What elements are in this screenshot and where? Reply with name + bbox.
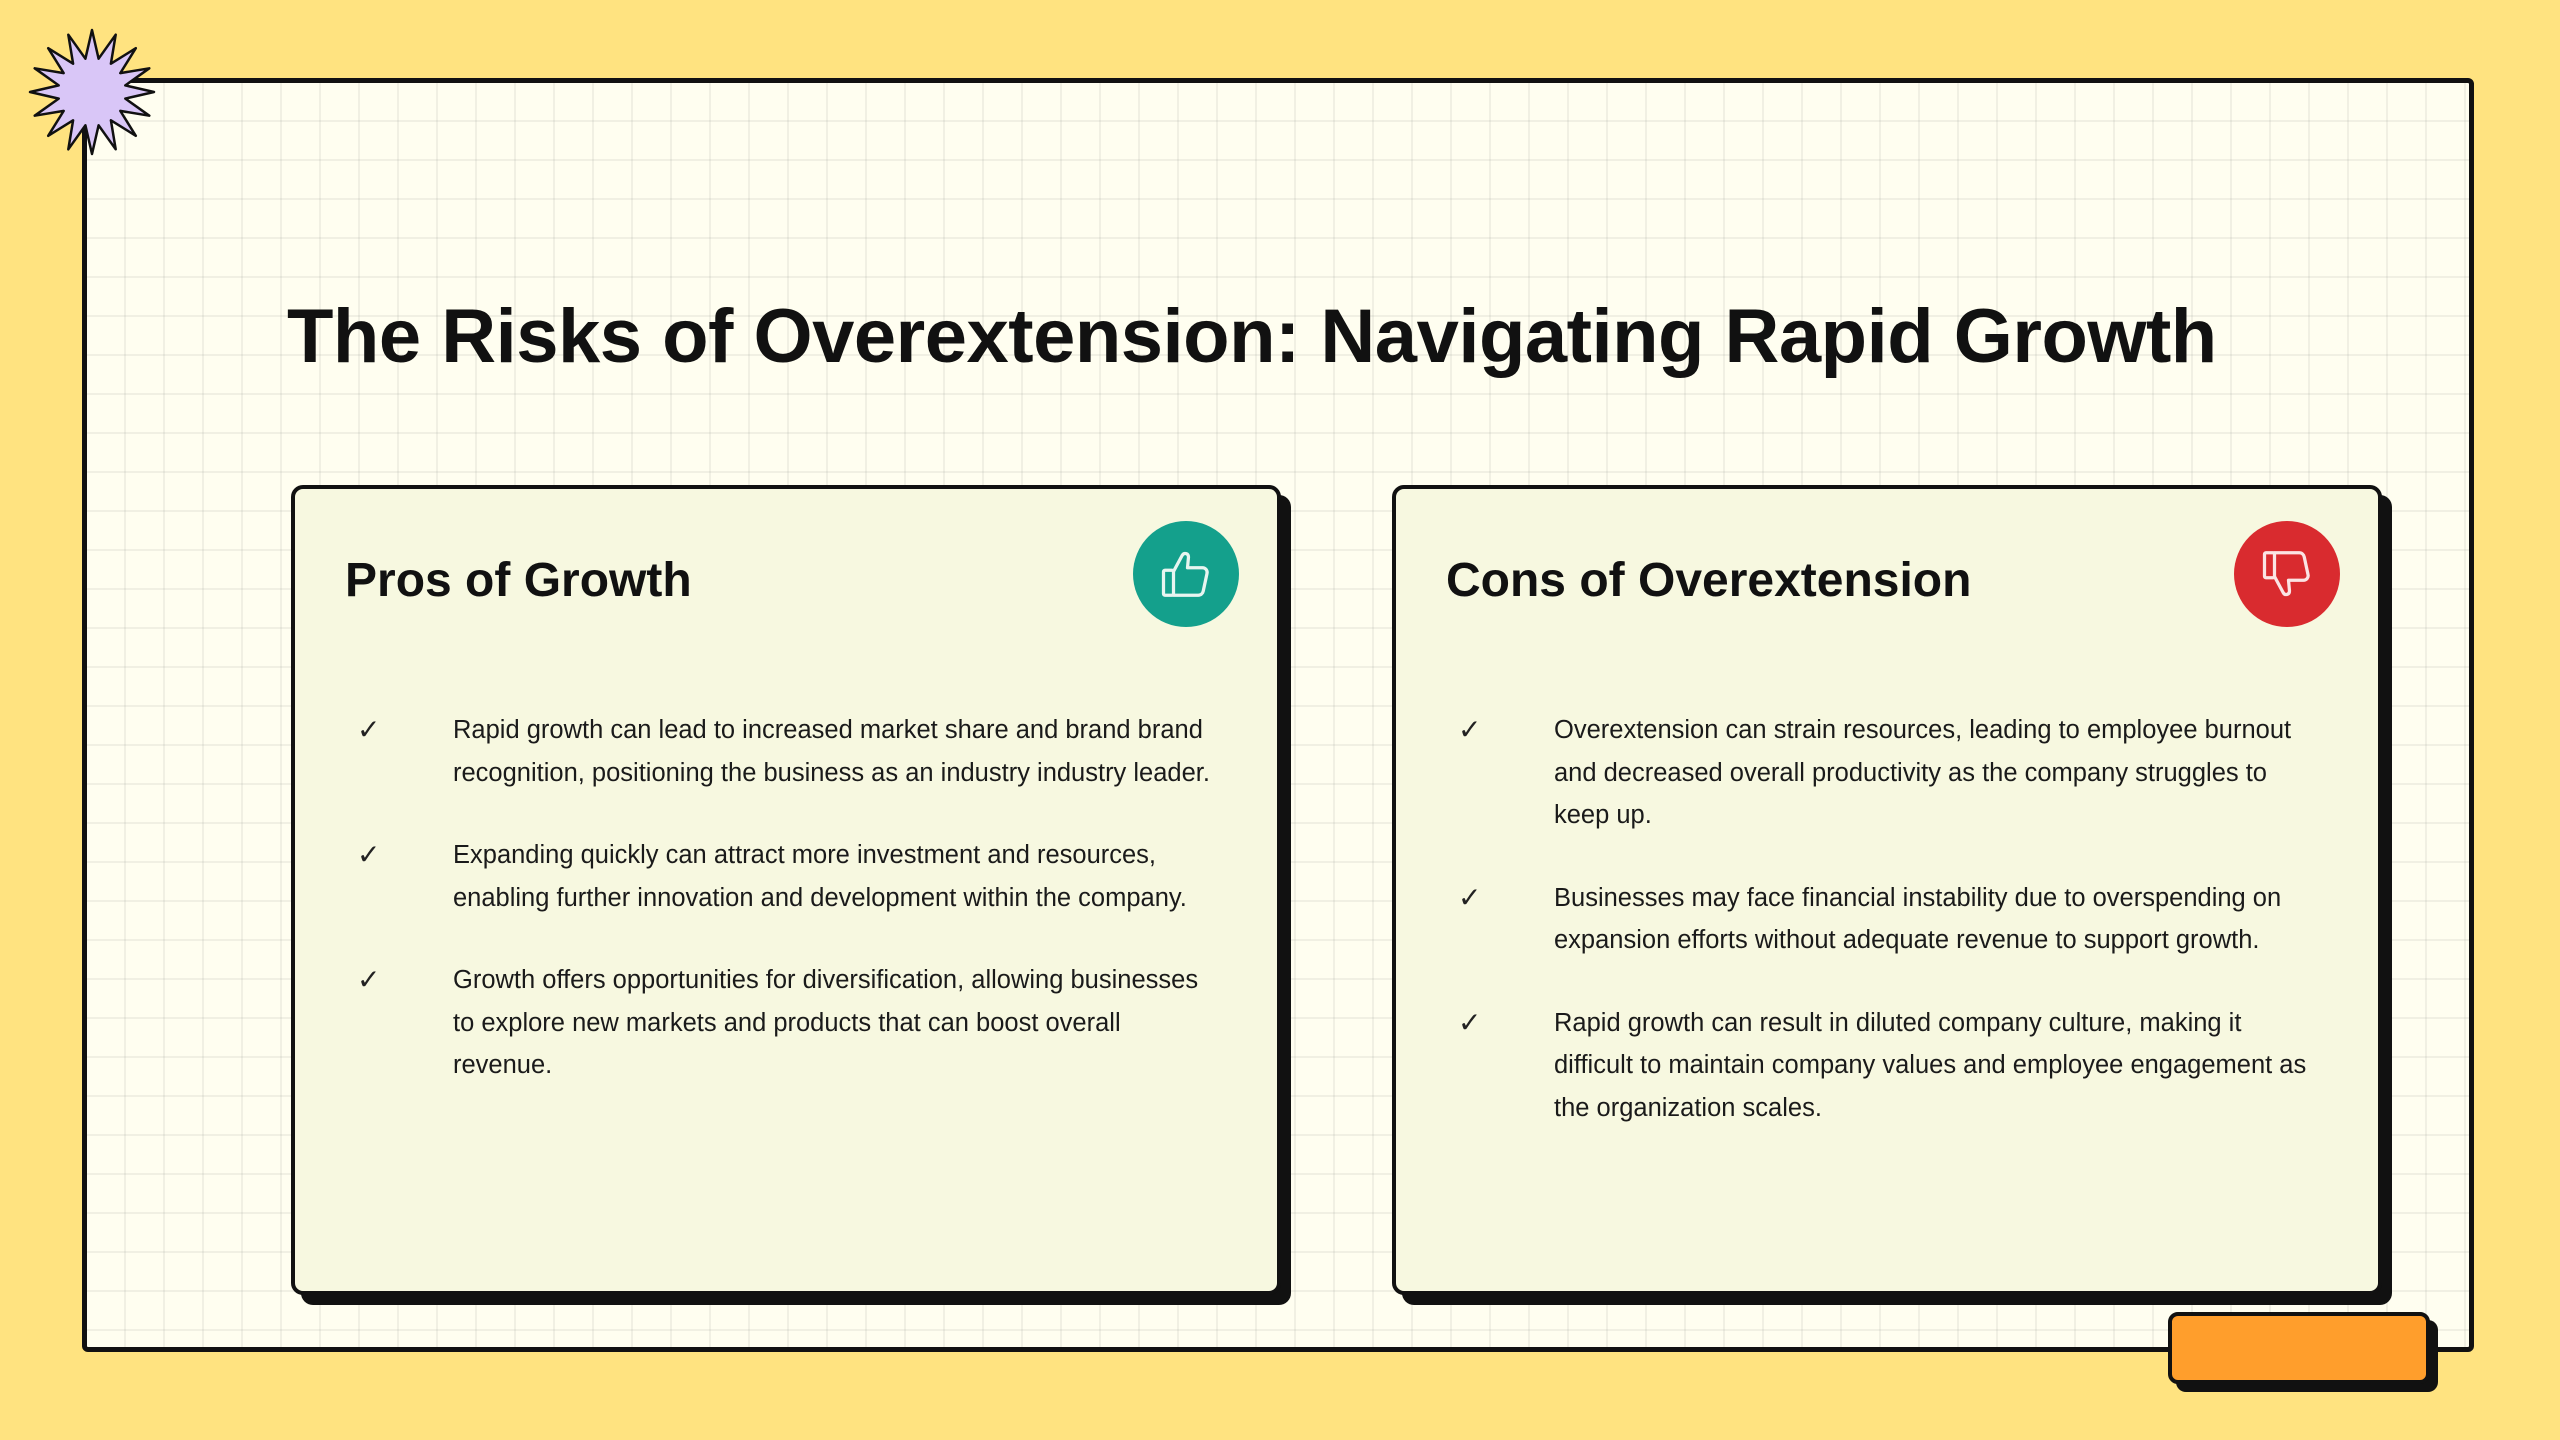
slide-title: The Risks of Overextension: Navigating Rapid Growth — [287, 294, 2217, 379]
checkmark-icon: ✓ — [1458, 713, 1482, 746]
list-item — [1446, 1002, 2316, 1130]
pros-point-text: Growth offers opportunities for diversification, allowing businesses to explore new markets and products that can boost overall revenue. — [453, 966, 1199, 1079]
cons-card — [1392, 485, 2382, 1295]
cons-point-text: Businesses may face financial instability due to overspending on expansion efforts without adequate revenue to support growth. — [1554, 883, 2282, 954]
thumbs-down-icon — [2257, 544, 2317, 604]
thumbs-up-badge — [1133, 521, 1239, 627]
cons-list — [1446, 709, 2316, 1169]
cons-heading: Cons of Overextension — [1446, 554, 1972, 607]
pros-point-text: Rapid growth can lead to increased market share and brand brand recognition, positioning the business as an industry industry leader. — [453, 716, 1210, 787]
list-item — [345, 834, 1215, 919]
cons-point-text: Overextension can strain resources, leading to employee burnout and decreased overall productivity as the company struggles to keep up. — [1554, 716, 2292, 829]
list-item — [1446, 877, 2316, 962]
pros-card — [291, 485, 1281, 1295]
pros-list — [345, 709, 1215, 1127]
slide-frame — [82, 78, 2474, 1352]
checkmark-icon: ✓ — [1458, 880, 1482, 914]
list-item — [1446, 709, 2316, 837]
cons-point-text: Rapid growth can result in diluted company culture, making it difficult to maintain company values and employee engagement as the organization scales. — [1554, 1008, 2307, 1122]
thumbs-down-badge — [2234, 521, 2340, 627]
checkmark-icon: ✓ — [1458, 1005, 1482, 1039]
starburst-icon — [22, 22, 162, 162]
pros-heading: Pros of Growth — [345, 554, 692, 607]
checkmark-icon: ✓ — [357, 963, 381, 996]
pros-point-text: Expanding quickly can attract more investment and resources, enabling further innovation and development within the company. — [453, 841, 1187, 912]
checkmark-icon: ✓ — [357, 713, 381, 746]
accent-tab — [2168, 1312, 2430, 1384]
thumbs-up-icon — [1156, 544, 1216, 604]
list-item — [345, 959, 1215, 1087]
checkmark-icon: ✓ — [357, 838, 381, 871]
list-item — [345, 709, 1215, 794]
